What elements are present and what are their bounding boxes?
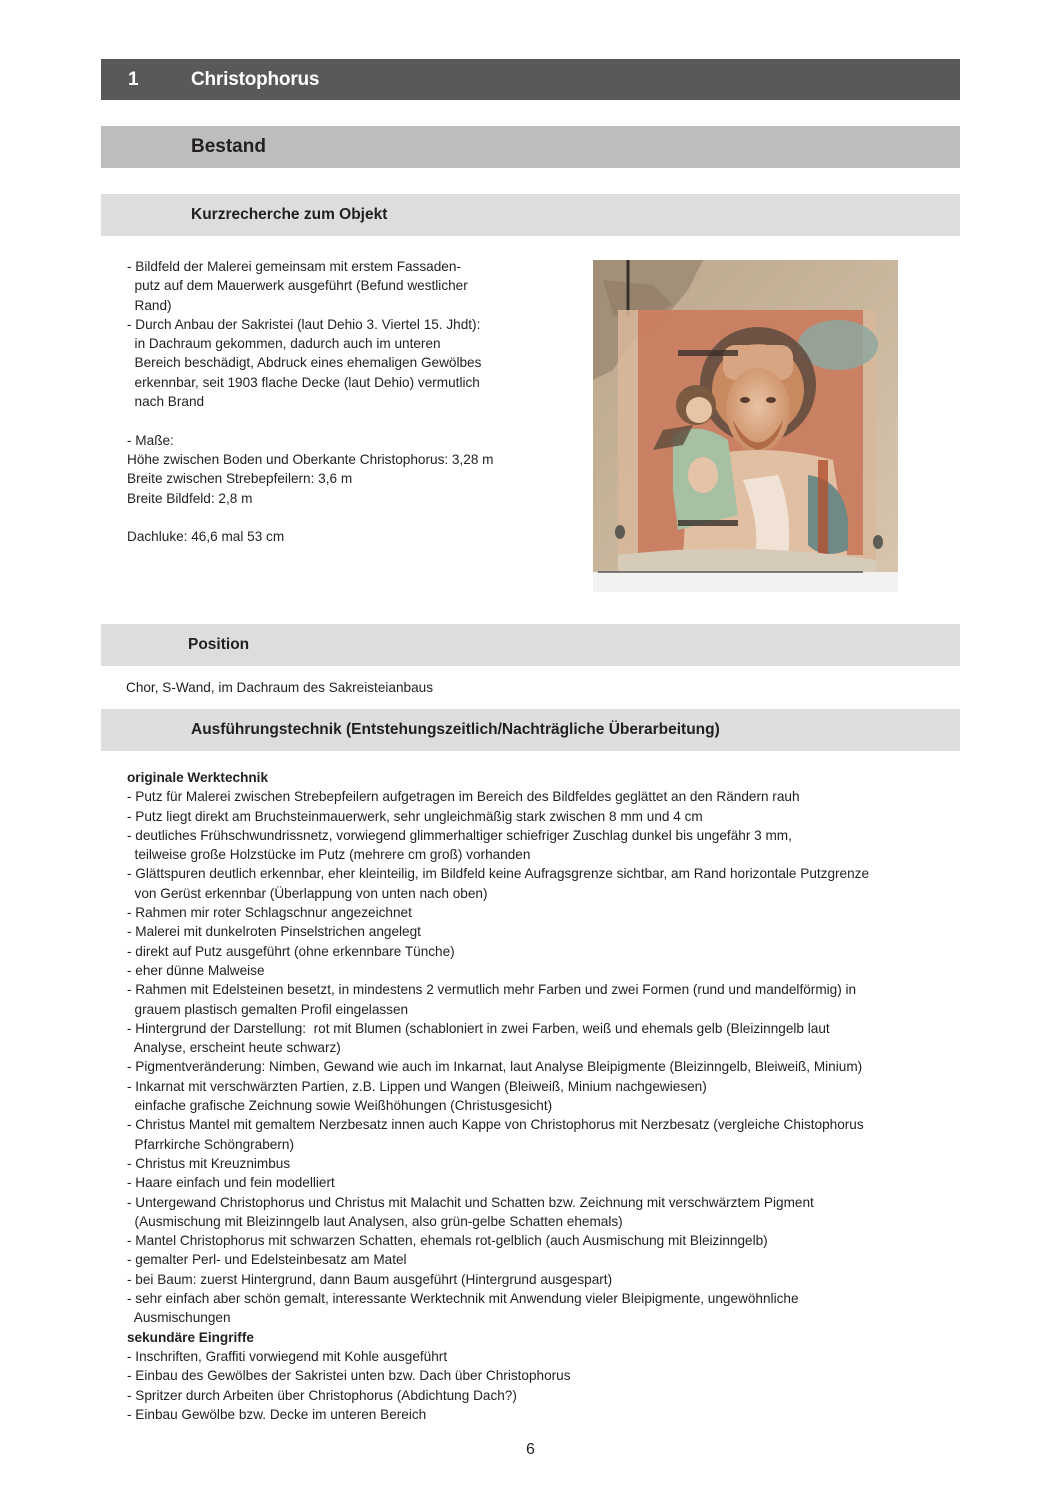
text-line: - Putz liegt direkt am Bruchsteinmauerwerk, sehr ungleichmäßig stark zwischen 8 mm und 4 cm: [127, 808, 703, 824]
position-text: Chor, S-Wand, im Dachraum des Sakreisteianbaus: [126, 680, 434, 695]
text-line: [127, 508, 494, 527]
section-header: [101, 126, 960, 168]
text-line: - Rahmen mir roter Schlagschnur angezeichnet: [127, 905, 412, 921]
text-line: - sehr einfach aber schön gemalt, interessante Werktechnik mit Anwendung vieler Bleipigmente, ungewöhnliche: [127, 1291, 799, 1307]
text-line: - Einbau Gewölbe bzw. Decke im unteren Bereich: [127, 1406, 427, 1422]
text-line: - Maße:: [127, 432, 174, 448]
text-line: grauem plastisch gemalten Profil eingelassen: [127, 1001, 409, 1017]
technik-text: [127, 768, 869, 1424]
text-line: Dachluke: 46,6 mal 53 cm: [127, 529, 285, 545]
text-line: - Spritzer durch Arbeiten über Christophorus (Abdichtung Dach?): [127, 1387, 517, 1403]
text-line: - Inschriften, Graffiti vorwiegend mit Kohle ausgeführt: [127, 1348, 448, 1364]
text-line: Breite zwischen Strebepfeilern: 3,6 m: [127, 471, 353, 487]
text-line: - Hintergrund der Darstellung: rot mit Blumen (schabloniert in zwei Farben, weiß und ehemals gelb (Bleizinngelb laut: [127, 1020, 830, 1036]
text-line: Bereich beschädigt, Abdruck eines ehemaligen Gewölbes: [127, 355, 482, 371]
chapter-title: Christophorus: [191, 69, 320, 90]
chapter-header: [101, 59, 960, 100]
mural-photo: [593, 260, 898, 592]
text-line: Analyse, erscheint heute schwarz): [127, 1040, 341, 1056]
subsection-header-kurzrecherche: [101, 194, 960, 236]
subsection-header-technik: [101, 709, 960, 751]
text-line: - eher dünne Malweise: [127, 962, 265, 978]
text-line: - Christus Mantel mit gemaltem Nerzbesatz innen auch Kappe von Christophorus mit Nerzbesatz (vergleiche Chistophorus: [127, 1117, 864, 1133]
text-line: - Glättspuren deutlich erkennbar, eher kleinteilig, im Bildfeld keine Aufragsgrenze sichtbar, am Rand horizontale Putzgrenze: [127, 866, 870, 882]
text-line: - Christus mit Kreuznimbus: [127, 1155, 291, 1171]
subheading: originale Werktechnik: [127, 770, 269, 785]
text-line: erkennbar, seit 1903 flache Decke (laut Dehio) vermutlich: [127, 374, 480, 390]
text-line: einfache grafische Zeichnung sowie Weißhöhungen (Christusgesicht): [127, 1098, 553, 1114]
chapter-number: 1: [128, 69, 139, 90]
text-line: - gemalter Perl- und Edelsteinbesatz am Matel: [127, 1252, 407, 1268]
text-line: - Malerei mit dunkelroten Pinselstrichen angelegt: [127, 924, 421, 940]
text-line: Breite Bildfeld: 2,8 m: [127, 490, 253, 506]
text-line: putz auf dem Mauerwerk ausgeführt (Befund westlicher: [127, 278, 468, 294]
text-line: [127, 411, 494, 430]
section-title: Bestand: [191, 136, 266, 157]
text-line: - bei Baum: zuerst Hintergrund, dann Baum ausgeführt (Hintergrund ausgespart): [127, 1271, 613, 1287]
text-line: - deutliches Frühschwundrissnetz, vorwiegend glimmerhaltiger schiefriger Zuschlag dunkel bis ungefähr 3 mm,: [127, 827, 792, 843]
text-line: - Haare einfach und fein modelliert: [127, 1175, 335, 1191]
kurzrecherche-text: [127, 257, 494, 546]
text-line: Höhe zwischen Boden und Oberkante Christophorus: 3,28 m: [127, 451, 494, 467]
text-line: - Pigmentveränderung: Nimben, Gewand wie auch im Inkarnat, laut Analyse Bleipigmente (Bleizinngelb, Bleiweiß, Minium): [127, 1059, 863, 1075]
subsection-title: Kurzrecherche zum Objekt: [191, 206, 388, 223]
text-line: Pfarrkirche Schöngrabern): [127, 1136, 294, 1152]
text-line: in Dachraum gekommen, dadurch auch im unteren: [127, 336, 441, 352]
text-line: teilweise große Holzstücke im Putz (mehrere cm groß) vorhanden: [127, 847, 531, 863]
text-line: - Mantel Christophorus mit schwarzen Schatten, ehemals rot-gelblich (auch Ausmischung mit Bleizinngelb): [127, 1233, 768, 1249]
text-line: Rand): [127, 297, 172, 313]
text-line: von Gerüst erkennbar (Überlappung von unten nach oben): [127, 885, 488, 901]
text-line: Ausmischungen: [127, 1310, 231, 1326]
subsection-header-position: [101, 624, 960, 666]
text-line: - Bildfeld der Malerei gemeinsam mit erstem Fassaden-: [127, 259, 461, 274]
subheading: sekundäre Eingriffe: [127, 1329, 254, 1345]
text-line: - Putz für Malerei zwischen Strebepfeilern aufgetragen im Bereich des Bildfeldes geglättet an den Rändern rauh: [127, 789, 800, 805]
text-line: - Inkarnat mit verschwärzten Partien, z.B. Lippen und Wangen (Bleiweiß, Minium nachgewiesen): [127, 1078, 707, 1094]
text-line: - Untergewand Christophorus und Christus mit Malachit und Schatten bzw. Zeichnung mit verschwärztem Pigment: [127, 1194, 814, 1210]
mural-image: [593, 260, 898, 592]
text-line: - Rahmen mit Edelsteinen besetzt, in mindestens 2 vermutlich mehr Farben und zwei Formen (rund und mandelförmig) in: [127, 982, 857, 998]
text-line: - direkt auf Putz ausgeführt (ohne erkennbare Tünche): [127, 943, 455, 959]
text-line: (Ausmischung mit Bleizinngelb laut Analysen, also grün-gelbe Schatten ehemals): [127, 1213, 623, 1229]
text-line: - Durch Anbau der Sakristei (laut Dehio 3. Viertel 15. Jhdt):: [127, 316, 481, 332]
text-line: - Einbau des Gewölbes der Sakristei unten bzw. Dach über Christophorus: [127, 1368, 571, 1384]
subsection-title: Ausführungstechnik (Entstehungszeitlich/Nachträgliche Überarbeitung): [191, 721, 720, 738]
page-number: 6: [526, 1441, 535, 1458]
text-line: nach Brand: [127, 394, 205, 410]
subsection-title: Position: [188, 636, 250, 653]
